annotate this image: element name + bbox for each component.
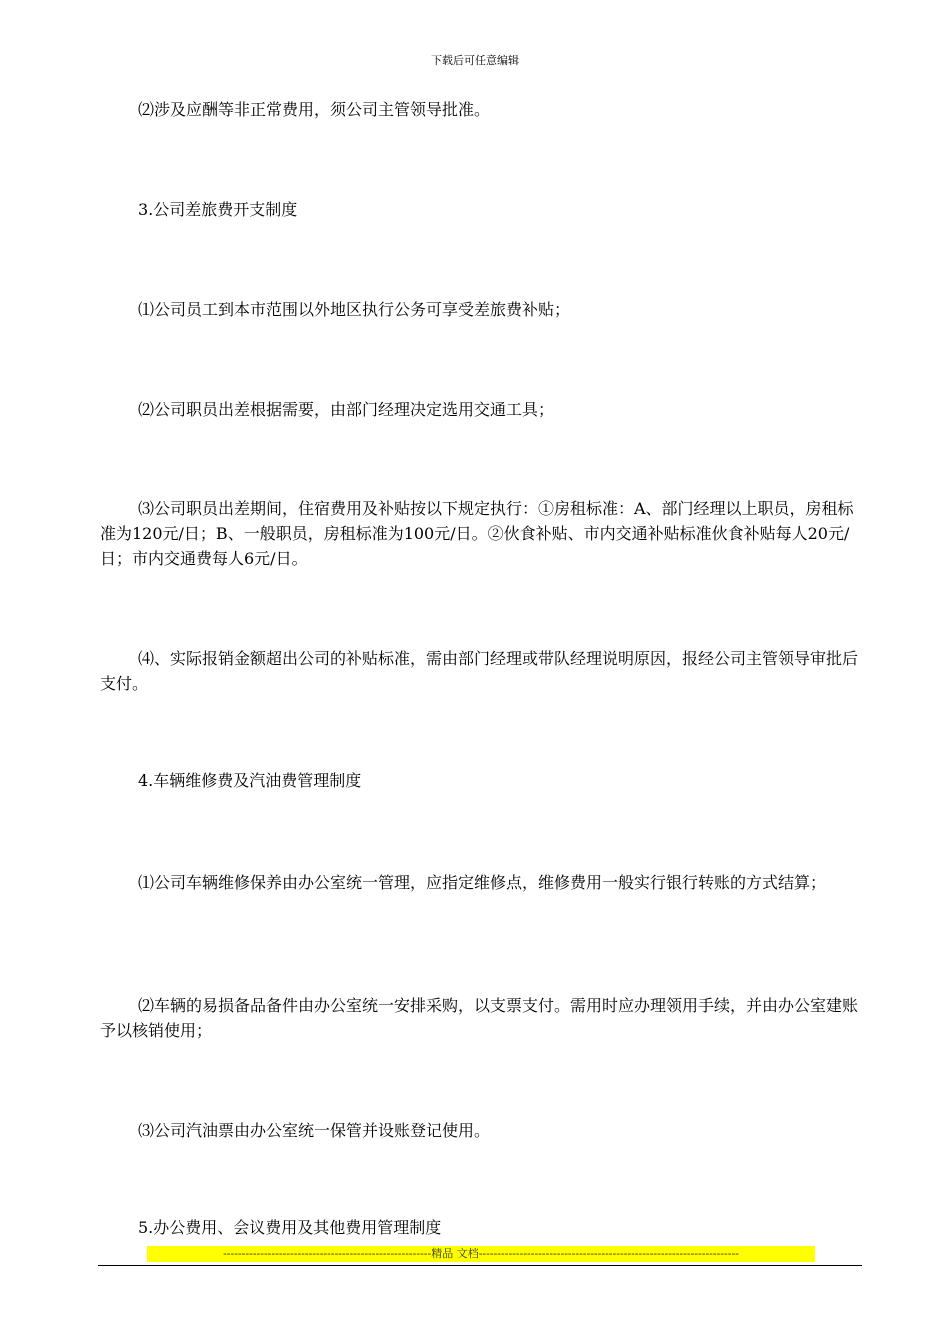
section-heading-office-expense: 5.办公费用、会议费用及其他费用管理制度 <box>138 1218 442 1237</box>
section-heading-travel-expense: 3.公司差旅费开支制度 <box>138 200 298 219</box>
paragraph-vehicle-spare-parts: ⑵车辆的易损备品备件由办公室统一安排采购，以支票支付。需用时应办理领用手续，并由办公室建账予以核销使用； <box>100 996 859 1040</box>
paragraph-vehicle-maintenance: ⑴公司车辆维修保养由办公室统一管理，应指定维修点，维修费用一般实行银行转账的方式结算； <box>138 873 827 892</box>
page-header-note: 下载后可任意编辑 <box>431 54 519 67</box>
paragraph-accommodation-standards: ⑶公司职员出差期间，住宿费用及补贴按以下规定执行：①房租标准：A、部门经理以上职员，房租标准为120元/日；B、一般职员，房租标准为100元/日。②伙食补贴、市内交通补贴标准伙食补贴每人20元/日；市内交通费每人6元/日。 <box>100 499 854 568</box>
paragraph-travel-subsidy: ⑴公司员工到本市范围以外地区执行公务可享受差旅费补贴； <box>138 300 571 319</box>
paragraph-transport-choice: ⑵公司职员出差根据需要，由部门经理决定选用交通工具； <box>138 400 555 419</box>
footer-divider <box>98 1265 862 1266</box>
paragraph-entertainment-expense: ⑵涉及应酬等非正常费用，须公司主管领导批准。 <box>138 100 491 119</box>
paragraph-reimbursement-excess: ⑷、实际报销金额超出公司的补贴标准，需由部门经理或带队经理说明原因，报经公司主管领导审批后支付。 <box>100 649 859 693</box>
footer-banner: --------------------------------------------------------精品 文档---------------------------------------------------------------------- <box>147 1246 815 1262</box>
section-heading-vehicle-expense: 4.车辆维修费及汽油费管理制度 <box>138 771 362 790</box>
paragraph-fuel-tickets: ⑶公司汽油票由办公室统一保管并设账登记使用。 <box>138 1121 491 1140</box>
